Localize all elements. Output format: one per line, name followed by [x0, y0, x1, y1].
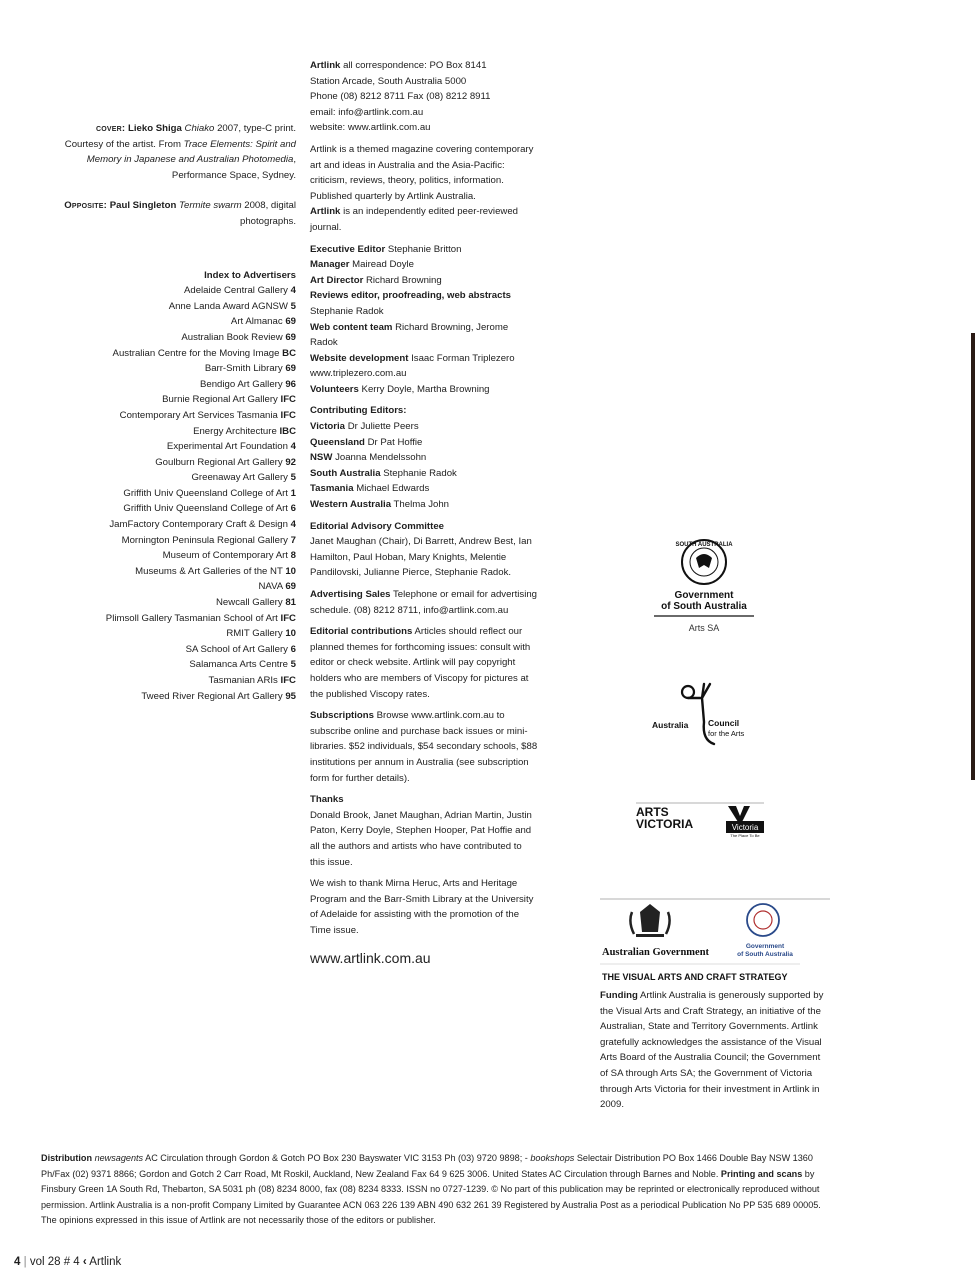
advertiser-name: Griffith Univ Queensland College of Art	[123, 503, 288, 515]
distribution-label: Distribution	[41, 1153, 93, 1163]
advertising-text: Telephone or email for advertising schedule. (08) 8212 8711, info@artlink.com.au	[310, 589, 538, 616]
contributing-name: Stephanie Radok	[383, 467, 457, 479]
advertiser-name: Tweed River Regional Art Gallery	[141, 690, 283, 702]
advertiser-page: 69	[285, 316, 296, 328]
oz-arts-text: for the Arts	[708, 729, 745, 738]
sa-small-line-1: Government	[745, 943, 785, 950]
advertiser-row	[60, 392, 296, 408]
sa-government-logo	[652, 538, 756, 638]
advertising-label: Advertising Sales	[310, 589, 391, 600]
advertiser-name: Salamanca Arts Centre	[189, 659, 288, 671]
contact-email: email: info@artlink.com.au	[310, 106, 424, 118]
cover-exhibition: Trace Elements: Spirit and Memory in Japanese and Australian Photomedia	[86, 138, 296, 166]
advertiser-page: 6	[290, 503, 296, 515]
contact-website: website: www.artlink.com.au	[310, 122, 431, 134]
advertiser-page: IFC	[280, 675, 296, 686]
about-text: Artlink is a themed magazine covering contemporary art and ideas in Australia and the Asia-Pacific: criticism, reviews, theory, politics, information.	[310, 143, 534, 187]
cover-details: 2007, type-C print. Courtesy of the artist. From	[64, 123, 296, 150]
staff-vol-value: Kerry Doyle, Martha Browning	[361, 383, 490, 395]
advertiser-row	[60, 361, 296, 377]
arts-vic-line-1: ARTS	[636, 805, 669, 819]
staff-reviews-value: Stephanie Radok	[310, 305, 384, 317]
advisory-text: Janet Maughan (Chair), Di Barrett, Andrew Best, Ian Hamilton, Paul Hoban, Mary Knights, Melentie Pandilovski, Julianne Pierce, Stephanie Radok.	[310, 536, 532, 579]
funding-block	[600, 988, 830, 1113]
advertiser-name: NAVA	[258, 581, 283, 593]
printing-label: Printing and scans	[720, 1168, 803, 1179]
advertiser-name: Energy Architecture	[193, 425, 277, 437]
advertiser-name: JamFactory Contemporary Craft & Design	[109, 519, 288, 531]
contact-line-3: Phone (08) 8212 8711 Fax (08) 8212 8911	[310, 91, 491, 103]
middle-column	[310, 58, 538, 968]
advertiser-page: 10	[285, 565, 296, 577]
advertiser-name: Experimental Art Foundation	[166, 441, 288, 453]
staff-ad-value: Richard Browning	[365, 274, 442, 286]
advertiser-name: Newcall Gallery	[216, 597, 283, 609]
advertiser-name: Art Almanac	[230, 316, 283, 328]
advertiser-name: SA School of Art Gallery	[185, 643, 288, 655]
cover-credit	[60, 121, 296, 183]
thanks-title: Thanks	[310, 794, 344, 806]
staff-block	[310, 242, 538, 398]
cover-label: cover:	[96, 123, 126, 134]
contributing-name: Thelma John	[393, 499, 450, 511]
distribution-block	[41, 1151, 829, 1229]
advertiser-row	[60, 626, 296, 642]
advertiser-name: Barr-Smith Library	[204, 363, 283, 375]
magazine-name: Artlink	[89, 1256, 122, 1268]
contributions-label: Editorial contributions	[310, 626, 413, 638]
opposite-artist: Paul Singleton	[109, 200, 177, 212]
advertiser-page: 4	[290, 285, 296, 297]
advertisers-list	[60, 283, 296, 704]
sa-bird-icon	[696, 554, 712, 568]
advertiser-row	[60, 377, 296, 393]
advertiser-page: BC	[282, 347, 296, 359]
australia-council-logo	[652, 680, 762, 750]
advertiser-row	[60, 673, 296, 689]
aus-gov-text: Australian Government	[602, 947, 710, 958]
advertiser-row	[60, 455, 296, 471]
staff-dev-value: Isaac Forman Triplezero www.triplezero.com.au	[310, 352, 515, 380]
advertiser-row	[60, 533, 296, 549]
contributing-name: Joanna Mendelssohn	[335, 452, 427, 464]
advertiser-page: 92	[285, 456, 296, 468]
advertiser-row	[60, 642, 296, 658]
contributing-editor-row	[310, 419, 538, 435]
victoria-tag-text: The Place To Be	[730, 833, 760, 838]
advertiser-row	[60, 439, 296, 455]
contributing-state: NSW	[310, 452, 333, 464]
advertiser-name: Australian Centre for the Moving Image	[112, 347, 280, 359]
advertiser-row	[60, 689, 296, 705]
oz-council-text: Council	[708, 718, 740, 728]
about-published: Published quarterly by Artlink Australia.	[310, 190, 476, 202]
funding-text: Artlink Australia is generously supported by the Visual Arts and Craft Strategy, an initiative of the Australian, State and Territory Governments. Artlink gratefully acknowledges the assistance of the Visual Arts Board of the Australia Council; the Government of SA through Arts SA; the Government of Victoria through Arts Victoria for their investment in Artlink in 2009.	[600, 990, 824, 1111]
cover-work: Chiako	[184, 123, 215, 134]
contact-label: Artlink	[310, 60, 341, 71]
visual-arts-strategy-logo	[600, 898, 830, 984]
advertiser-name: Museum of Contemporary Art	[162, 550, 288, 562]
victoria-brand-text: Victoria	[731, 823, 759, 832]
staff-exec-value: Stephanie Britton	[387, 243, 462, 255]
contributing-state: Western Australia	[310, 499, 392, 511]
advertiser-row	[60, 548, 296, 564]
advertiser-name: Anne Landa Award AGNSW	[168, 300, 288, 312]
contact-block	[310, 58, 538, 136]
advertiser-row	[60, 501, 296, 517]
distribution-text-2: Selectair Distribution PO Box 1466 Double Bay NSW 1360 Ph/Fax (02) 9371 8866; Gordon and Gotch 2 Carr Road, Mt Roskil, Auckland, New Zealand Fax 64 9 625 3006. United States AC Circulation through Barnes and Noble.	[41, 1153, 813, 1179]
opposite-label: Opposite:	[64, 200, 108, 212]
advertiser-row	[60, 299, 296, 315]
contributing-editor-row	[310, 497, 538, 513]
contributing-editor-row	[310, 450, 538, 466]
advertiser-name: Contemporary Art Services Tasmania	[119, 409, 278, 421]
advertiser-row	[60, 346, 296, 362]
about-label: Artlink	[310, 206, 341, 218]
subscriptions-label: Subscriptions	[310, 710, 374, 722]
subscriptions-text: Browse www.artlink.com.au to subscribe online and purchase back issues or mini-libraries. $52 individuals, $54 secondary schools, $88 institutions per annum in Australia (see subscription form for further details).	[310, 710, 538, 784]
staff-dev-label: Website development	[310, 352, 409, 364]
advertiser-name: Museums & Art Galleries of the NT	[135, 565, 283, 577]
staff-manager-label: Manager	[310, 259, 350, 271]
staff-manager-value: Mairead Doyle	[352, 259, 414, 271]
thanks-block	[310, 792, 538, 870]
staff-vol-label: Volunteers	[310, 383, 359, 395]
contributing-name: Dr Pat Hoffie	[367, 436, 423, 448]
thanks-text-1: Donald Brook, Janet Maughan, Adrian Martin, Justin Paton, Kerry Doyle, Stephen Hooper, Pat Hoffie and all the authors and artists who have contributed to this issue.	[310, 809, 532, 868]
advertiser-page: 69	[285, 581, 296, 593]
sa-gov-line-1: Government	[674, 590, 734, 601]
subscriptions-block	[310, 708, 538, 786]
advertiser-page: 7	[290, 534, 296, 546]
page-edge-bar	[971, 333, 975, 780]
contributing-name: Dr Juliette Peers	[347, 421, 419, 433]
contributing-block	[310, 403, 538, 512]
sa-small-ring-icon	[747, 904, 779, 936]
advertiser-page: 1	[290, 487, 296, 499]
advertiser-row	[60, 283, 296, 299]
contributing-state: South Australia	[310, 467, 381, 479]
contributing-state: Tasmania	[310, 483, 354, 495]
chevron-left-icon: ‹	[82, 1256, 87, 1268]
advertiser-row	[60, 314, 296, 330]
coat-of-arms-base	[636, 934, 664, 937]
staff-ad-label: Art Director	[310, 274, 364, 286]
advertiser-name: Goulburn Regional Art Gallery	[155, 456, 283, 468]
sa-small-line-2: of South Australia	[737, 951, 793, 958]
sa-ring-text: SOUTH AUSTRALIA	[675, 542, 733, 548]
staff-web-value: Richard Browning, Jerome Radok	[310, 321, 509, 349]
advertiser-row	[60, 330, 296, 346]
about-journal: is an independently edited peer-reviewed journal.	[310, 206, 518, 233]
thanks-2-block	[310, 876, 538, 938]
opposite-details: 2008, digital photographs.	[239, 200, 296, 227]
advertiser-page: 4	[290, 519, 296, 531]
advisory-title: Editorial Advisory Committee	[310, 520, 444, 532]
cover-venue: , Performance Space, Sydney.	[171, 154, 296, 181]
advertisers-index	[60, 268, 296, 705]
contributing-state: Victoria	[310, 421, 346, 433]
thanks-text-2: We wish to thank Mirna Heruc, Arts and Heritage Program and the Barr-Smith Library at the University of Adelaide for assisting with the promotion of the Time issue.	[310, 878, 534, 936]
advertiser-page: 95	[285, 690, 296, 702]
contact-line-2: Station Arcade, South Australia 5000	[310, 75, 467, 87]
about-block	[310, 142, 538, 236]
advertiser-name: Greenaway Art Gallery	[191, 472, 288, 484]
advertising-block	[310, 587, 538, 618]
contributing-editor-row	[310, 481, 538, 497]
issue-number: vol 28 # 4	[29, 1256, 80, 1268]
advertiser-row	[60, 595, 296, 611]
advertiser-page: 8	[290, 550, 296, 562]
contributions-text: Articles should reflect our planned themes for forthcoming issues: consult with editor or check website. Artlink will pay copyright holders who are members of Viscopy for pictures at the published Viscopy rates.	[310, 626, 531, 700]
contact-line-1: all correspondence: PO Box 8141	[343, 60, 487, 71]
advertiser-page: 4	[290, 441, 296, 453]
advertiser-page: IFC	[280, 612, 296, 624]
advertiser-name: Mornington Peninsula Regional Gallery	[121, 534, 288, 546]
advertiser-name: RMIT Gallery	[226, 628, 283, 640]
advertiser-page: 10	[285, 628, 296, 640]
advertiser-row	[60, 657, 296, 673]
victoria-v-icon	[728, 806, 750, 822]
contributions-block	[310, 624, 538, 702]
advisory-block	[310, 519, 538, 581]
website-link[interactable]: www.artlink.com.au	[310, 950, 431, 967]
advertiser-page: 5	[290, 659, 296, 671]
advertiser-name: Australian Book Review	[181, 331, 283, 343]
advertiser-page: 81	[285, 597, 296, 609]
contributing-state: Queensland	[310, 436, 365, 448]
advertiser-page: IFC	[280, 394, 296, 406]
cover-artist: Lieko Shiga	[128, 123, 182, 134]
funding-label: Funding	[600, 990, 638, 1001]
advertiser-name: Adelaide Central Gallery	[183, 285, 288, 297]
arts-victoria-logo	[636, 802, 766, 838]
left-column	[60, 121, 296, 704]
distribution-text-1: AC Circulation through Gordon & Gotch PO Box 230 Bayswater VIC 3153 Ph (03) 9720 9898; -	[145, 1153, 528, 1163]
advertiser-name: Plimsoll Gallery Tasmanian School of Art	[105, 612, 278, 624]
page-number: 4	[14, 1256, 21, 1268]
advertiser-page: IFC	[280, 409, 296, 421]
staff-exec-label: Executive Editor	[310, 243, 386, 255]
sa-gov-line-2: of South Australia	[661, 601, 747, 612]
advertiser-page: 69	[285, 363, 296, 375]
advertiser-page: IBC	[279, 425, 296, 437]
opposite-work: Termite swarm	[179, 200, 242, 212]
advertiser-row	[60, 470, 296, 486]
page-footer	[14, 1255, 121, 1271]
sa-small-inner-icon	[754, 911, 772, 929]
coat-of-arms-icon	[640, 904, 660, 932]
contributing-editor-row	[310, 435, 538, 451]
arts-vic-line-2: VICTORIA	[636, 817, 694, 831]
advertiser-row	[60, 517, 296, 533]
advertiser-name: Bendigo Art Gallery	[199, 378, 283, 390]
advertiser-name: Griffith Univ Queensland College of Art	[123, 487, 288, 499]
advertiser-row	[60, 579, 296, 595]
contributing-list	[310, 419, 538, 513]
footer-separator: |	[23, 1256, 27, 1268]
arts-sa-text: Arts SA	[688, 623, 720, 633]
advertiser-name: Tasmanian ARIs	[208, 675, 278, 686]
strategy-text: THE VISUAL ARTS AND CRAFT STRATEGY	[602, 972, 788, 982]
opposite-credit	[60, 198, 296, 229]
oz-head-icon	[682, 686, 694, 698]
staff-web-label: Web content team	[310, 321, 393, 333]
advertiser-row	[60, 486, 296, 502]
advertiser-row	[60, 611, 296, 627]
advertisers-title: Index to Advertisers	[204, 269, 296, 281]
distribution-bookshops: bookshops	[530, 1153, 575, 1163]
advertiser-row	[60, 564, 296, 580]
oz-australia-text: Australia	[652, 720, 689, 730]
advertiser-row	[60, 424, 296, 440]
advertiser-name: Burnie Regional Art Gallery	[162, 394, 278, 406]
advertiser-page: 6	[290, 643, 296, 655]
advertiser-page: 96	[285, 378, 296, 390]
advertiser-page: 5	[290, 472, 296, 484]
contributing-title: Contributing Editors:	[310, 405, 407, 417]
contributing-name: Michael Edwards	[356, 483, 430, 495]
distribution-newsagents: newsagents	[94, 1153, 144, 1163]
contributing-editor-row	[310, 466, 538, 482]
advertiser-page: 5	[290, 300, 296, 312]
advertiser-page: 69	[285, 331, 296, 343]
distribution-text-3: by Finsbury Green 1A South Rd, Thebarton, SA 5031 ph (08) 8234 8000, fax (08) 8234 8333. ISSN no 0727-1239. © No part of this publication may be reprinted or electronically reproduced without permission. Artlink Australia is a non-profit Company Limited by Guarantee ACN 063 226 139 ABN 490 632 261 39 Registered by Australia Post as a periodical Publication No PP 535 689 00005. The opinions expressed in this issue of Artlink are not necessarily those of the editors or publisher.	[41, 1168, 821, 1226]
advertiser-row	[60, 408, 296, 424]
staff-reviews-label: Reviews editor, proofreading, web abstracts	[310, 290, 511, 302]
